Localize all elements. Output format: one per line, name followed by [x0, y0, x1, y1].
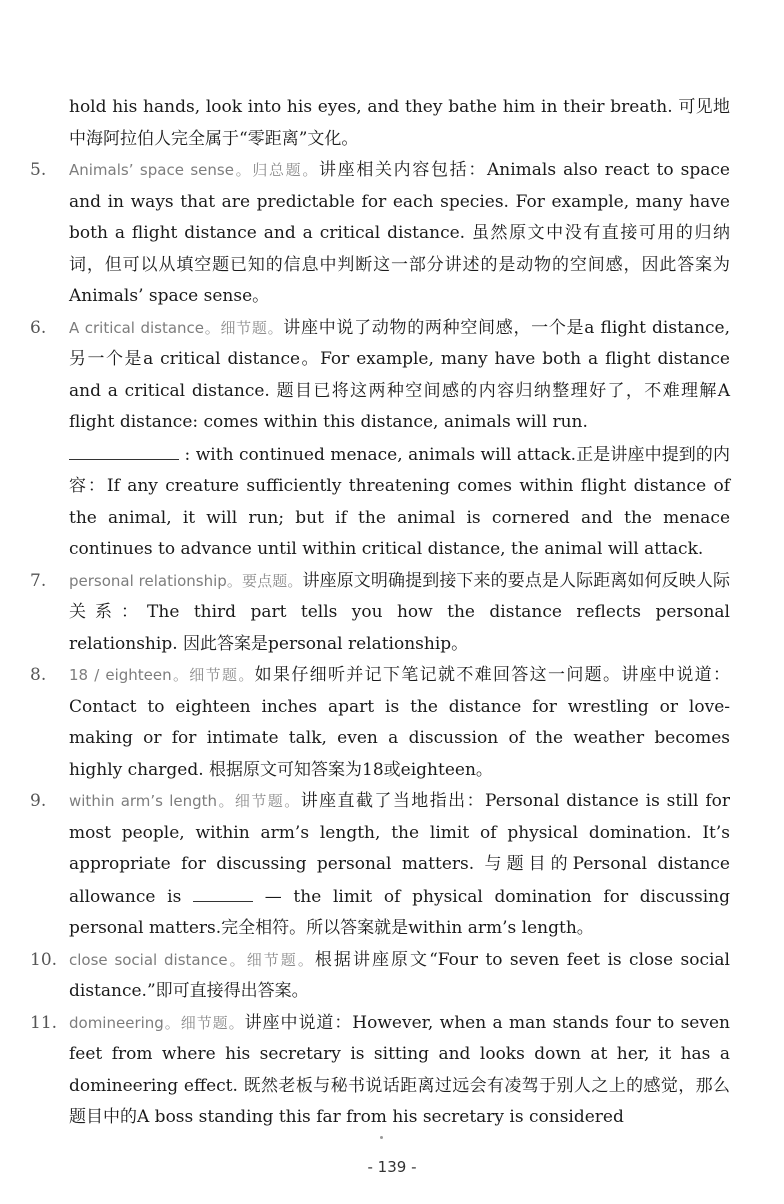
answer-label: domineering	[69, 1013, 164, 1032]
answer-label: personal relationship	[69, 571, 227, 590]
answer-label: close social distance	[69, 950, 228, 969]
answer-label: 18 / eighteen	[69, 666, 172, 684]
list-item	[30, 786, 730, 945]
separator: 。	[226, 571, 243, 590]
question-type: 细节题	[180, 1013, 229, 1032]
intro-paragraph: hold his hands, look into his eyes, and they bathe him in their breath. 可见地中海阿拉伯人完全属于“零距离”文化。	[69, 97, 730, 149]
item-number: 10.	[30, 949, 58, 970]
answer-label: within arm’s length	[69, 792, 218, 810]
separator: 。	[163, 1013, 181, 1032]
item-body	[69, 313, 730, 566]
list-item	[30, 313, 730, 566]
item-number: 5.	[30, 160, 47, 180]
separator: 。	[233, 161, 253, 179]
answer-label: Animals’ space sense	[69, 161, 234, 179]
question-type: 要点题	[242, 571, 288, 590]
item-number: 11.	[30, 1012, 58, 1033]
separator: 。	[228, 1013, 245, 1032]
content	[30, 92, 730, 1134]
explanation-part-a: 讲座直截了当地指出：Personal distance is still for most people, within arm’s length, the limit of physical domination. It’s appropriate for discussing personal matters. 与题目的Personal distance allowance is	[69, 791, 730, 907]
item-body	[69, 660, 730, 786]
separator: 。	[284, 792, 301, 810]
question-type: 细节题	[246, 950, 298, 969]
explanation: 如果仔细听并记下笔记就不难回答这一问题。讲座中说道：Contact to eighteen inches apart is the distance for wrestling or love-making or for intimate talk, even a discussion of the weather becomes highly charged. 根据原文可知答案为18或eighteen。	[69, 665, 730, 780]
list-item	[30, 945, 730, 1008]
separator: 。	[204, 318, 221, 337]
separator: 。	[227, 950, 247, 969]
item-number: 6.	[30, 317, 47, 338]
item-number: 9.	[30, 791, 47, 811]
list-item	[30, 660, 730, 786]
list-item	[30, 1008, 730, 1134]
separator: 。	[267, 318, 284, 337]
explanation: 讲座相关内容包括：Animals also react to space and in ways that are predictable for each species. For example, many have both a flight distance and a critical distance. 虽然原文中没有直接可用的归纳词，但可以从填空题已知的信息中判断这一部分讲述的是动物的空间感，因此答案为Animals’ space sense。	[69, 160, 730, 306]
item-body	[69, 945, 730, 1008]
explanation-part-b: : with continued menace, animals will attack.正是讲座中提到的内容：If any creature sufficiently threatening comes within flight distance of the animal, it will run; but if the animal is cornered and the menace continues to advance until within critical distance, the animal will attack.	[69, 444, 730, 559]
explanation-part-b: — the limit of physical domination for discussing personal matters.完全相符。所以答案就是within arm’s length。	[69, 886, 731, 938]
item-body	[69, 155, 730, 313]
explanation: 讲座中说道：However, when a man stands four to seven feet from where his secretary is sitting and looks down at her, it has a domineering effect. 既然老板与秘书说话距离过远会有凌驾于别人之上的感觉，那么题目中的A boss standing this far from his secretary is considered	[69, 1012, 730, 1127]
separator: 。	[287, 571, 303, 590]
fill-blank	[193, 881, 253, 902]
list-item	[30, 566, 730, 661]
item-number: 7.	[30, 570, 47, 591]
page-number: - 139 -	[367, 1158, 417, 1176]
question-type: 归总题	[252, 161, 303, 179]
item-body	[69, 1008, 730, 1134]
separator: 。	[238, 666, 255, 684]
separator: 。	[297, 950, 315, 969]
list-item	[30, 155, 730, 313]
explanation: 根据讲座原文“Four to seven feet is close social distance.”即可直接得出答案。	[69, 949, 730, 1001]
separator: 。	[171, 666, 190, 684]
item-number: 8.	[30, 665, 47, 685]
separator: 。	[302, 161, 319, 179]
item-body	[69, 566, 730, 661]
explanation: 讲座原文明确提到接下来的要点是人际距离如何反映人际关系：The third part tells you how the distance reflects personal relationship. 因此答案是personal relationship。	[69, 570, 730, 654]
answer-label: A critical distance	[69, 318, 205, 337]
separator: 。	[217, 792, 235, 810]
question-type: 细节题	[189, 666, 239, 684]
explanation-part-a: 讲座中说了动物的两种空间感，一个是a flight distance, 另一个是a critical distance。For example, many have both a flight distance and a critical distance. 题目已将这两种空间感的内容归纳整理好了，不难理解A flight distance: comes within this distance, animals will run.	[69, 317, 730, 432]
item-body	[69, 786, 730, 945]
question-type: 细节题	[220, 318, 268, 337]
question-type: 细节题	[234, 792, 285, 810]
scan-dot	[380, 1136, 383, 1139]
fill-blank	[69, 439, 179, 460]
